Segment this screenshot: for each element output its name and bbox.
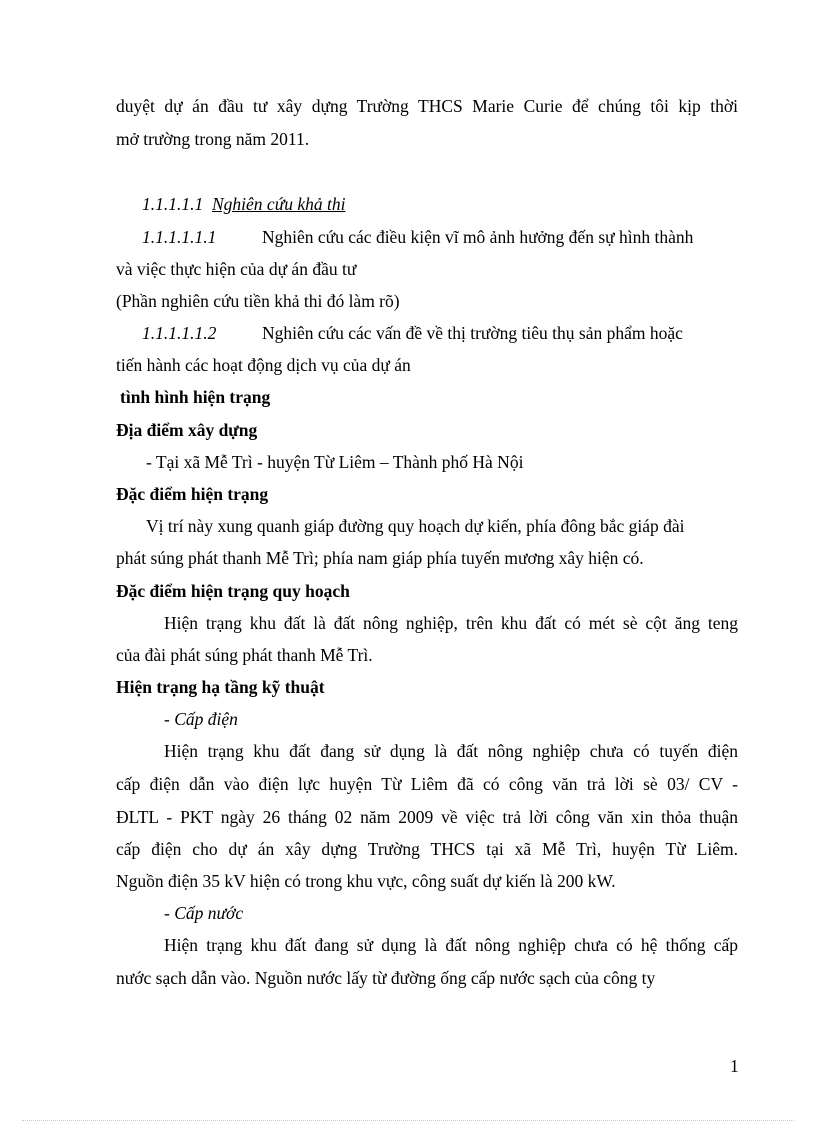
heading-features: Đặc điểm hiện trạng — [116, 484, 269, 504]
paragraph-line: Nguồn điện 35 kV hiện có trong khu vực, công suất dự kiến là 200 kW. — [116, 871, 616, 891]
subsection-line — [142, 322, 738, 344]
heading-status: tình hình hiện trạng — [120, 387, 271, 407]
paragraph-line: của đài phát súng phát thanh Mễ Trì. — [116, 645, 373, 665]
page-bottom-divider — [22, 1120, 794, 1121]
section-title: Nghiên cứu khả thi — [212, 194, 346, 214]
page-number: 1 — [730, 1056, 739, 1076]
section-number: 1.1.1.1.1 — [142, 194, 204, 214]
paragraph-line: tiến hành các hoạt động dịch vụ của dự án — [116, 355, 411, 375]
paragraph-line: và việc thực hiện của dự án đầu tư — [116, 259, 357, 279]
note-line: (Phần nghiên cứu tiền khả thi đó làm rõ) — [116, 291, 400, 311]
paragraph-line: mở trường trong năm 2011. — [116, 129, 310, 149]
subsection-text: Nghiên cứu các vấn đề về thị trường tiêu thụ sản phẩm hoặc — [262, 323, 683, 343]
paragraph-line: Hiện trạng khu đất đang sử dụng là đất nông nghiệp chưa có tuyến điện — [164, 741, 738, 761]
paragraph-line: cấp điện dẫn vào điện lực huyện Từ Liêm đã có công văn trả lời sè 03/ CV - — [116, 774, 738, 794]
paragraph-line: Hiện trạng khu đất là đất nông nghiệp, trên khu đất có mét sè cột ăng teng — [164, 613, 738, 633]
paragraph-line: Hiện trạng khu đất đang sử dụng là đất nông nghiệp chưa có hệ thống cấp — [164, 935, 738, 955]
paragraph-line: nước sạch dẫn vào. Nguồn nước lấy từ đường ống cấp nước sạch của công ty — [116, 968, 656, 988]
subsection-line — [142, 226, 738, 248]
location-line: - Tại xã Mễ Trì - huyện Từ Liêm – Thành phố Hà Nội — [146, 452, 524, 472]
paragraph-line: duyệt dự án đầu tư xây dựng Trường THCS Marie Curie để chúng tôi kịp thời — [116, 96, 738, 116]
subsection-number: 1.1.1.1.1.2 — [142, 323, 217, 343]
subsection-text: Nghiên cứu các điều kiện vĩ mô ảnh hưởng đến sự hình thành — [262, 227, 694, 247]
water-label: - Cấp nước — [164, 903, 244, 923]
heading-location: Địa điểm xây dựng — [116, 420, 258, 440]
power-label: - Cấp điện — [164, 709, 238, 729]
paragraph-line: cấp điện cho dự án xây dựng Trường THCS tại xã Mễ Trì, huyện Từ Liêm. — [116, 839, 738, 859]
paragraph-line: phát súng phát thanh Mễ Trì; phía nam giáp phía tuyến mương xây hiện có. — [116, 548, 644, 568]
heading-planning: Đặc điểm hiện trạng quy hoạch — [116, 581, 350, 601]
paragraph-line: Vị trí này xung quanh giáp đường quy hoạch dự kiến, phía đông bắc giáp đài — [146, 516, 685, 536]
paragraph-line: ĐLTL - PKT ngày 26 tháng 02 năm 2009 về việc trả lời công văn xin thỏa thuận — [116, 807, 738, 827]
section-heading — [142, 193, 764, 215]
subsection-number: 1.1.1.1.1.1 — [142, 227, 217, 247]
heading-infrastructure: Hiện trạng hạ tầng kỹ thuật — [116, 677, 325, 697]
